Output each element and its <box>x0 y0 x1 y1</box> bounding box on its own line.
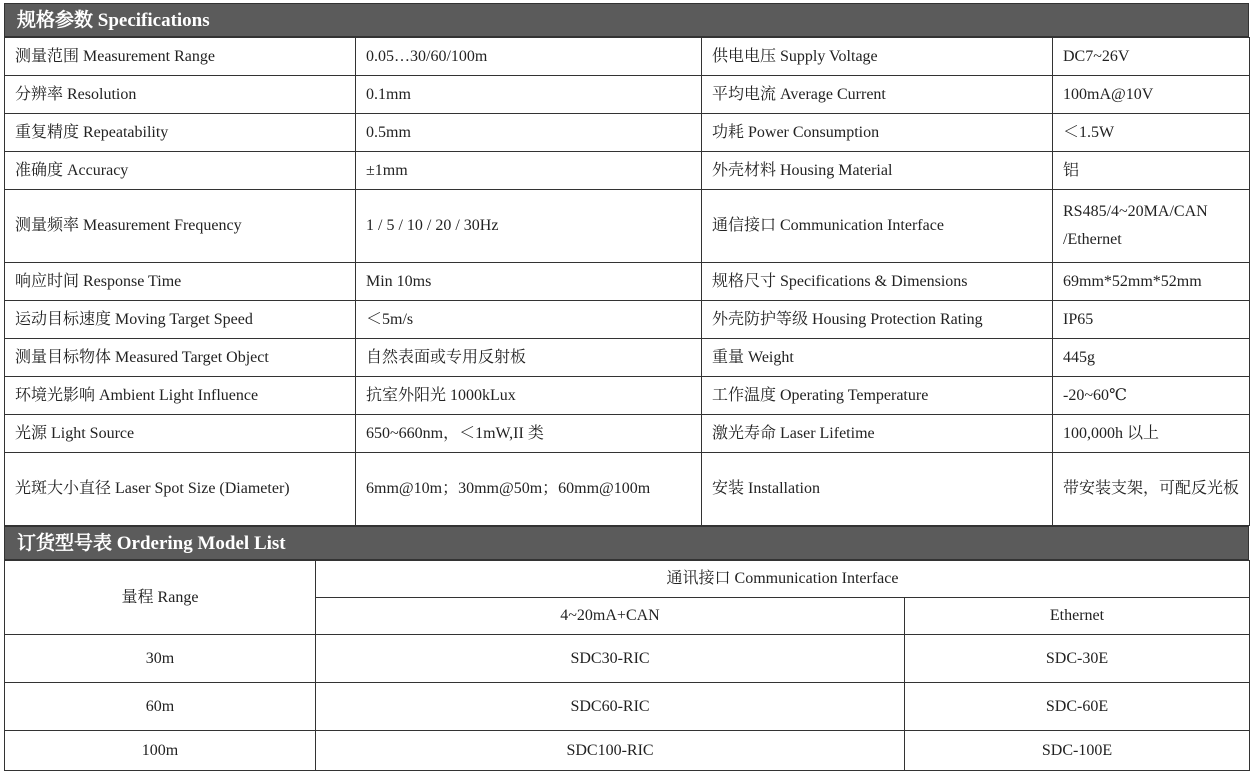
spec-label: 供电电压 Supply Voltage <box>702 38 1053 76</box>
spec-label: 外壳材料 Housing Material <box>702 152 1053 190</box>
spec-label: 工作温度 Operating Temperature <box>702 377 1053 415</box>
order-row <box>5 731 1250 771</box>
spec-section-title: 规格参数 Specifications <box>4 3 1249 37</box>
col-4-20ma-can-header: 4~20mA+CAN <box>316 598 905 635</box>
spec-value: 带安装支架，可配反光板 <box>1053 453 1250 526</box>
spec-label: 测量频率 Measurement Frequency <box>5 190 356 263</box>
spec-row <box>5 76 1250 114</box>
spec-value: 自然表面或专用反射板 <box>356 339 702 377</box>
spec-value: ±1mm <box>356 152 702 190</box>
spec-row <box>5 263 1250 301</box>
spec-value: 445g <box>1053 339 1250 377</box>
interface-header: 通讯接口 Communication Interface <box>316 561 1250 598</box>
spec-value: DC7~26V <box>1053 38 1250 76</box>
spec-value: -20~60℃ <box>1053 377 1250 415</box>
spec-label: 测量范围 Measurement Range <box>5 38 356 76</box>
spec-value: Min 10ms <box>356 263 702 301</box>
spec-row <box>5 453 1250 526</box>
order-model: SDC100-RIC <box>316 731 905 771</box>
spec-row <box>5 38 1250 76</box>
order-model: SDC30-RIC <box>316 635 905 683</box>
spec-label: 运动目标速度 Moving Target Speed <box>5 301 356 339</box>
col-ethernet-header: Ethernet <box>905 598 1250 635</box>
spec-row <box>5 377 1250 415</box>
order-model: SDC-60E <box>905 683 1250 731</box>
spec-value: 100,000h 以上 <box>1053 415 1250 453</box>
spec-value: 0.05…30/60/100m <box>356 38 702 76</box>
spec-value: ＜5m/s <box>356 301 702 339</box>
spec-label: 分辨率 Resolution <box>5 76 356 114</box>
spec-label: 功耗 Power Consumption <box>702 114 1053 152</box>
spec-label: 环境光影响 Ambient Light Influence <box>5 377 356 415</box>
spec-value: 0.1mm <box>356 76 702 114</box>
spec-value: RS485/4~20MA/CAN /Ethernet <box>1053 190 1250 263</box>
spec-label: 准确度 Accuracy <box>5 152 356 190</box>
order-model: SDC-100E <box>905 731 1250 771</box>
spec-label: 通信接口 Communication Interface <box>702 190 1053 263</box>
spec-sheet <box>4 3 1249 771</box>
spec-value: 650~660nm，＜1mW,II 类 <box>356 415 702 453</box>
spec-label: 激光寿命 Laser Lifetime <box>702 415 1053 453</box>
spec-value: 抗室外阳光 1000kLux <box>356 377 702 415</box>
spec-label: 光源 Light Source <box>5 415 356 453</box>
spec-row <box>5 152 1250 190</box>
spec-value: 铝 <box>1053 152 1250 190</box>
spec-table <box>4 37 1250 526</box>
order-range: 30m <box>5 635 316 683</box>
spec-value: 0.5mm <box>356 114 702 152</box>
spec-value: 100mA@10V <box>1053 76 1250 114</box>
order-section-title: 订货型号表 Ordering Model List <box>4 526 1249 560</box>
spec-label: 响应时间 Response Time <box>5 263 356 301</box>
spec-row <box>5 190 1250 263</box>
spec-value: 69mm*52mm*52mm <box>1053 263 1250 301</box>
spec-label: 光斑大小直径 Laser Spot Size (Diameter) <box>5 453 356 526</box>
spec-row <box>5 301 1250 339</box>
order-row <box>5 683 1250 731</box>
spec-row <box>5 415 1250 453</box>
spec-value: ＜1.5W <box>1053 114 1250 152</box>
spec-value: 6mm@10m；30mm@50m；60mm@100m <box>356 453 702 526</box>
spec-row <box>5 339 1250 377</box>
spec-label: 平均电流 Average Current <box>702 76 1053 114</box>
range-header: 量程 Range <box>5 561 316 635</box>
spec-row <box>5 114 1250 152</box>
spec-label: 重量 Weight <box>702 339 1053 377</box>
spec-label: 规格尺寸 Specifications & Dimensions <box>702 263 1053 301</box>
order-row <box>5 635 1250 683</box>
order-range: 100m <box>5 731 316 771</box>
spec-label: 安装 Installation <box>702 453 1053 526</box>
spec-value: IP65 <box>1053 301 1250 339</box>
spec-label: 重复精度 Repeatability <box>5 114 356 152</box>
spec-label: 测量目标物体 Measured Target Object <box>5 339 356 377</box>
order-range: 60m <box>5 683 316 731</box>
order-model: SDC-30E <box>905 635 1250 683</box>
spec-value: 1 / 5 / 10 / 20 / 30Hz <box>356 190 702 263</box>
order-model: SDC60-RIC <box>316 683 905 731</box>
order-table <box>4 560 1250 771</box>
spec-label: 外壳防护等级 Housing Protection Rating <box>702 301 1053 339</box>
